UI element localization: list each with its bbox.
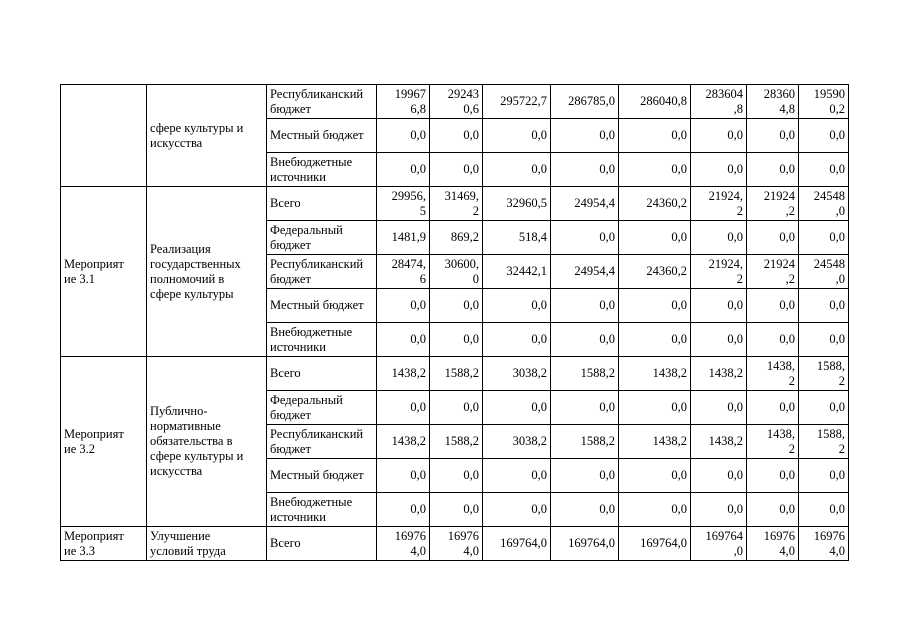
value-cell: 0,0 bbox=[551, 289, 619, 323]
funding-source-cell: Всего bbox=[267, 357, 377, 391]
value-cell: 169764,0 bbox=[483, 527, 551, 561]
value-cell: 0,0 bbox=[799, 153, 849, 187]
funding-source-cell: Внебюджетные источники bbox=[267, 493, 377, 527]
value-cell: 29956, 5 bbox=[377, 187, 430, 221]
funding-source-cell: Местный бюджет bbox=[267, 289, 377, 323]
event-name-cell: Улучшение условий труда bbox=[147, 527, 267, 561]
value-cell: 0,0 bbox=[551, 391, 619, 425]
value-cell: 0,0 bbox=[799, 391, 849, 425]
value-cell: 0,0 bbox=[551, 119, 619, 153]
value-cell: 24360,2 bbox=[619, 255, 691, 289]
value-cell: 0,0 bbox=[430, 119, 483, 153]
value-cell: 21924 ,2 bbox=[747, 255, 799, 289]
value-cell: 0,0 bbox=[747, 153, 799, 187]
value-cell: 1588,2 bbox=[430, 357, 483, 391]
funding-source-cell: Местный бюджет bbox=[267, 459, 377, 493]
value-cell: 0,0 bbox=[619, 323, 691, 357]
event-name-cell: сфере культуры и искусства bbox=[147, 85, 267, 187]
value-cell: 869,2 bbox=[430, 221, 483, 255]
value-cell: 0,0 bbox=[483, 391, 551, 425]
budget-table bbox=[60, 84, 849, 561]
value-cell: 0,0 bbox=[430, 391, 483, 425]
value-cell: 0,0 bbox=[619, 153, 691, 187]
value-cell: 1588,2 bbox=[551, 357, 619, 391]
value-cell: 0,0 bbox=[619, 391, 691, 425]
value-cell: 1438,2 bbox=[691, 425, 747, 459]
value-cell: 0,0 bbox=[551, 459, 619, 493]
value-cell: 283604 ,8 bbox=[691, 85, 747, 119]
event-cell: Мероприят ие 3.1 bbox=[61, 187, 147, 357]
event-cell: Мероприят ие 3.3 bbox=[61, 527, 147, 561]
value-cell: 0,0 bbox=[430, 323, 483, 357]
value-cell: 1438, 2 bbox=[747, 425, 799, 459]
value-cell: 29243 0,6 bbox=[430, 85, 483, 119]
value-cell: 0,0 bbox=[747, 391, 799, 425]
value-cell: 0,0 bbox=[619, 493, 691, 527]
funding-source-cell: Республиканский бюджет bbox=[267, 255, 377, 289]
value-cell: 0,0 bbox=[377, 153, 430, 187]
value-cell: 0,0 bbox=[483, 459, 551, 493]
value-cell: 0,0 bbox=[799, 323, 849, 357]
funding-source-cell: Всего bbox=[267, 187, 377, 221]
value-cell: 0,0 bbox=[747, 289, 799, 323]
value-cell: 0,0 bbox=[799, 289, 849, 323]
value-cell: 0,0 bbox=[747, 459, 799, 493]
table-row bbox=[61, 85, 849, 119]
value-cell: 16976 4,0 bbox=[377, 527, 430, 561]
value-cell: 32960,5 bbox=[483, 187, 551, 221]
value-cell: 1438,2 bbox=[619, 357, 691, 391]
value-cell: 0,0 bbox=[691, 493, 747, 527]
value-cell: 28474, 6 bbox=[377, 255, 430, 289]
value-cell: 0,0 bbox=[619, 459, 691, 493]
value-cell: 24548 ,0 bbox=[799, 255, 849, 289]
value-cell: 28360 4,8 bbox=[747, 85, 799, 119]
value-cell: 1438,2 bbox=[377, 425, 430, 459]
value-cell: 1438,2 bbox=[691, 357, 747, 391]
value-cell: 0,0 bbox=[691, 153, 747, 187]
value-cell: 295722,7 bbox=[483, 85, 551, 119]
value-cell: 0,0 bbox=[551, 221, 619, 255]
funding-source-cell: Внебюджетные источники bbox=[267, 323, 377, 357]
value-cell: 1588,2 bbox=[430, 425, 483, 459]
value-cell: 3038,2 bbox=[483, 425, 551, 459]
value-cell: 0,0 bbox=[691, 221, 747, 255]
value-cell: 0,0 bbox=[483, 153, 551, 187]
value-cell: 21924, 2 bbox=[691, 187, 747, 221]
value-cell: 0,0 bbox=[691, 323, 747, 357]
value-cell: 0,0 bbox=[799, 459, 849, 493]
event-cell bbox=[61, 85, 147, 187]
funding-source-cell: Федеральный бюджет bbox=[267, 221, 377, 255]
value-cell: 19590 0,2 bbox=[799, 85, 849, 119]
value-cell: 0,0 bbox=[377, 289, 430, 323]
value-cell: 1588, 2 bbox=[799, 357, 849, 391]
value-cell: 0,0 bbox=[483, 323, 551, 357]
funding-source-cell: Всего bbox=[267, 527, 377, 561]
value-cell: 0,0 bbox=[377, 493, 430, 527]
value-cell: 31469, 2 bbox=[430, 187, 483, 221]
value-cell: 0,0 bbox=[430, 153, 483, 187]
value-cell: 0,0 bbox=[691, 391, 747, 425]
value-cell: 0,0 bbox=[377, 459, 430, 493]
value-cell: 0,0 bbox=[691, 289, 747, 323]
value-cell: 518,4 bbox=[483, 221, 551, 255]
value-cell: 0,0 bbox=[430, 289, 483, 323]
funding-source-cell: Республиканский бюджет bbox=[267, 85, 377, 119]
value-cell: 16976 4,0 bbox=[799, 527, 849, 561]
value-cell: 0,0 bbox=[551, 323, 619, 357]
table-row bbox=[61, 527, 849, 561]
value-cell: 1588,2 bbox=[551, 425, 619, 459]
value-cell: 0,0 bbox=[619, 289, 691, 323]
event-name-cell: Публично- нормативные обязательства в сфере культуры и искусства bbox=[147, 357, 267, 527]
value-cell: 0,0 bbox=[619, 119, 691, 153]
event-cell: Мероприят ие 3.2 bbox=[61, 357, 147, 527]
funding-source-cell: Федеральный бюджет bbox=[267, 391, 377, 425]
table-row bbox=[61, 357, 849, 391]
value-cell: 1438,2 bbox=[619, 425, 691, 459]
value-cell: 0,0 bbox=[483, 289, 551, 323]
value-cell: 30600, 0 bbox=[430, 255, 483, 289]
value-cell: 0,0 bbox=[551, 153, 619, 187]
value-cell: 24954,4 bbox=[551, 187, 619, 221]
value-cell: 0,0 bbox=[799, 493, 849, 527]
value-cell: 0,0 bbox=[430, 459, 483, 493]
value-cell: 3038,2 bbox=[483, 357, 551, 391]
value-cell: 0,0 bbox=[799, 221, 849, 255]
value-cell: 1438,2 bbox=[377, 357, 430, 391]
value-cell: 24954,4 bbox=[551, 255, 619, 289]
value-cell: 0,0 bbox=[691, 459, 747, 493]
value-cell: 0,0 bbox=[619, 221, 691, 255]
value-cell: 0,0 bbox=[430, 493, 483, 527]
funding-source-cell: Местный бюджет bbox=[267, 119, 377, 153]
value-cell: 16976 4,0 bbox=[430, 527, 483, 561]
value-cell: 286040,8 bbox=[619, 85, 691, 119]
value-cell: 0,0 bbox=[377, 323, 430, 357]
value-cell: 21924 ,2 bbox=[747, 187, 799, 221]
value-cell: 16976 4,0 bbox=[747, 527, 799, 561]
value-cell: 0,0 bbox=[483, 493, 551, 527]
value-cell: 24548 ,0 bbox=[799, 187, 849, 221]
value-cell: 24360,2 bbox=[619, 187, 691, 221]
value-cell: 0,0 bbox=[377, 119, 430, 153]
value-cell: 0,0 bbox=[799, 119, 849, 153]
value-cell: 0,0 bbox=[747, 221, 799, 255]
value-cell: 0,0 bbox=[551, 493, 619, 527]
value-cell: 32442,1 bbox=[483, 255, 551, 289]
value-cell: 0,0 bbox=[377, 391, 430, 425]
value-cell: 169764,0 bbox=[619, 527, 691, 561]
value-cell: 0,0 bbox=[747, 493, 799, 527]
value-cell: 19967 6,8 bbox=[377, 85, 430, 119]
value-cell: 1481,9 bbox=[377, 221, 430, 255]
value-cell: 0,0 bbox=[747, 323, 799, 357]
value-cell: 169764,0 bbox=[551, 527, 619, 561]
value-cell: 0,0 bbox=[691, 119, 747, 153]
value-cell: 286785,0 bbox=[551, 85, 619, 119]
value-cell: 1588, 2 bbox=[799, 425, 849, 459]
event-name-cell: Реализация государственных полномочий в сфере культуры bbox=[147, 187, 267, 357]
value-cell: 169764 ,0 bbox=[691, 527, 747, 561]
funding-source-cell: Внебюджетные источники bbox=[267, 153, 377, 187]
value-cell: 1438, 2 bbox=[747, 357, 799, 391]
value-cell: 0,0 bbox=[483, 119, 551, 153]
value-cell: 0,0 bbox=[747, 119, 799, 153]
funding-source-cell: Республиканский бюджет bbox=[267, 425, 377, 459]
table-row bbox=[61, 187, 849, 221]
value-cell: 21924, 2 bbox=[691, 255, 747, 289]
